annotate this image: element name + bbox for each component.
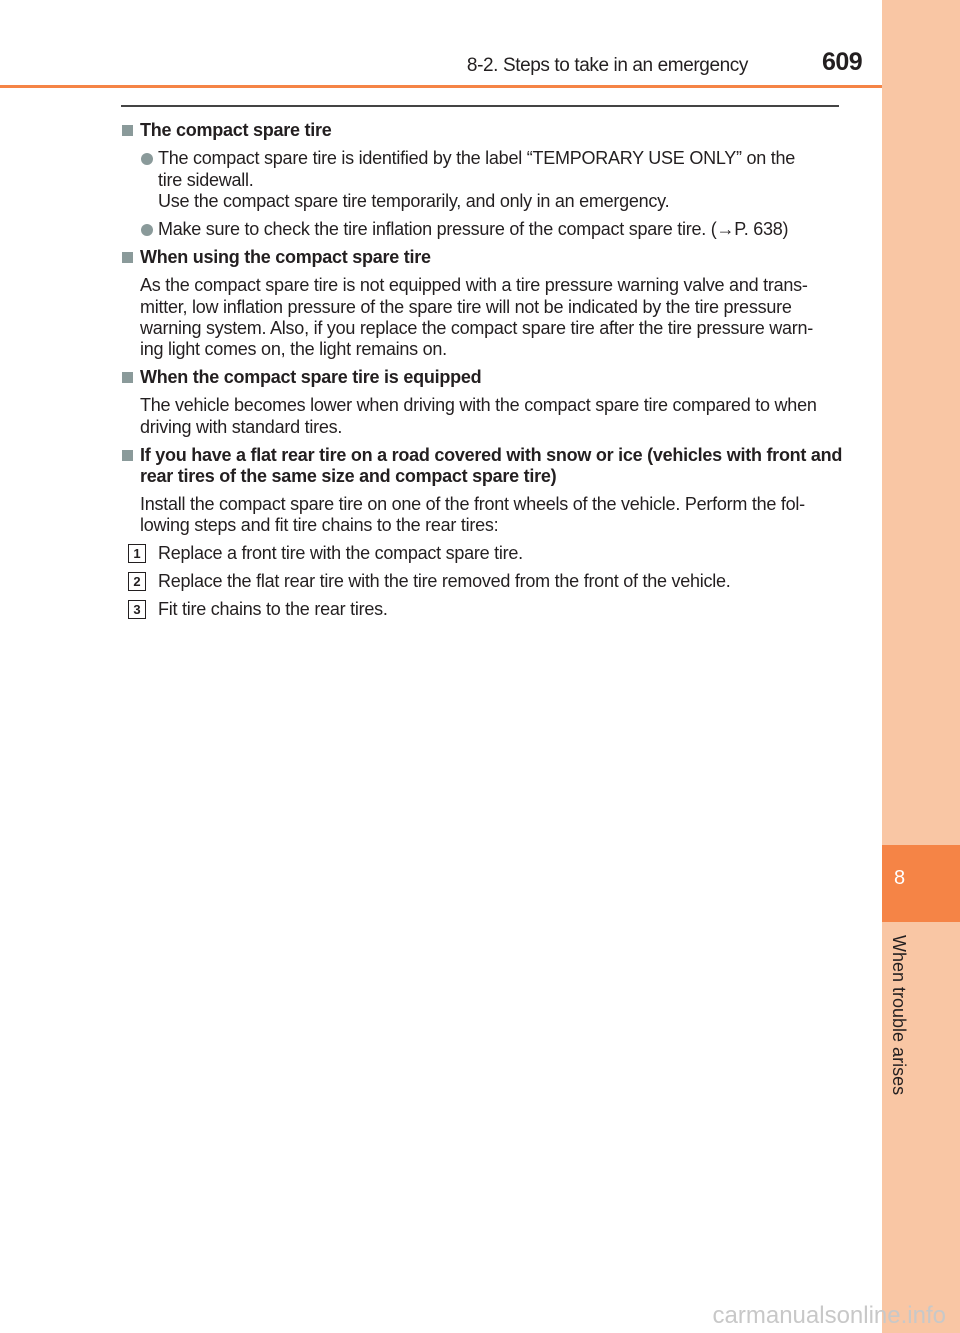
section-heading: The compact spare tire <box>140 120 332 140</box>
step-text: Replace the flat rear tire with the tire removed from the front of the vehicle. <box>158 571 731 591</box>
paragraph-line: mitter, low inflation pressure of the spare tire will not be indicated by the tire pressure <box>140 297 792 317</box>
heading-marker-icon <box>122 450 133 461</box>
paragraph-line: The vehicle becomes lower when driving with the compact spare tire compared to when <box>140 395 817 415</box>
page-number: 609 <box>822 48 863 76</box>
bullet-icon <box>141 224 153 236</box>
content-rule <box>121 105 839 107</box>
paragraph-line: As the compact spare tire is not equipped with a tire pressure warning valve and trans- <box>140 275 808 295</box>
bullet-text: Make sure to check the tire inflation pressure of the compact spare tire. (→P. 638) <box>158 219 789 239</box>
step-text: Fit tire chains to the rear tires. <box>158 599 388 619</box>
step-number: 2 <box>128 572 146 591</box>
heading-marker-icon <box>122 372 133 383</box>
paragraph-line: Install the compact spare tire on one of the front wheels of the vehicle. Perform the fol- <box>140 494 805 514</box>
heading-marker-icon <box>122 252 133 263</box>
step-text: Replace a front tire with the compact spare tire. <box>158 543 523 563</box>
section-heading: If you have a flat rear tire on a road covered with snow or ice (vehicles with front and <box>140 445 843 465</box>
bullet-text: Use the compact spare tire temporarily, and only in an emergency. <box>158 191 670 211</box>
chapter-tab <box>882 845 960 922</box>
bullet-text: tire sidewall. <box>158 170 254 190</box>
paragraph-line: warning system. Also, if you replace the compact spare tire after the tire pressure warn- <box>140 318 814 338</box>
heading-marker-icon <box>122 125 133 136</box>
step-number: 3 <box>128 600 146 619</box>
section-title: 8-2. Steps to take in an emergency <box>466 55 748 76</box>
side-band <box>882 0 960 1333</box>
paragraph-line: ing light comes on, the light remains on. <box>140 339 447 359</box>
step-number: 1 <box>128 544 146 563</box>
chapter-number: 8 <box>894 867 906 889</box>
section-heading: rear tires of the same size and compact spare tire) <box>140 466 557 486</box>
paragraph-line: lowing steps and fit tire chains to the rear tires: <box>140 515 499 535</box>
section-heading: When the compact spare tire is equipped <box>140 367 482 387</box>
bullet-text: The compact spare tire is identified by the label “TEMPORARY USE ONLY” on the <box>158 148 796 168</box>
header-divider <box>0 85 882 88</box>
section-heading: When using the compact spare tire <box>140 247 431 267</box>
chapter-label: When trouble arises <box>889 935 909 1096</box>
paragraph-line: driving with standard tires. <box>140 417 343 437</box>
bullet-icon <box>141 153 153 165</box>
watermark: carmanualsonline.info <box>712 1302 946 1329</box>
